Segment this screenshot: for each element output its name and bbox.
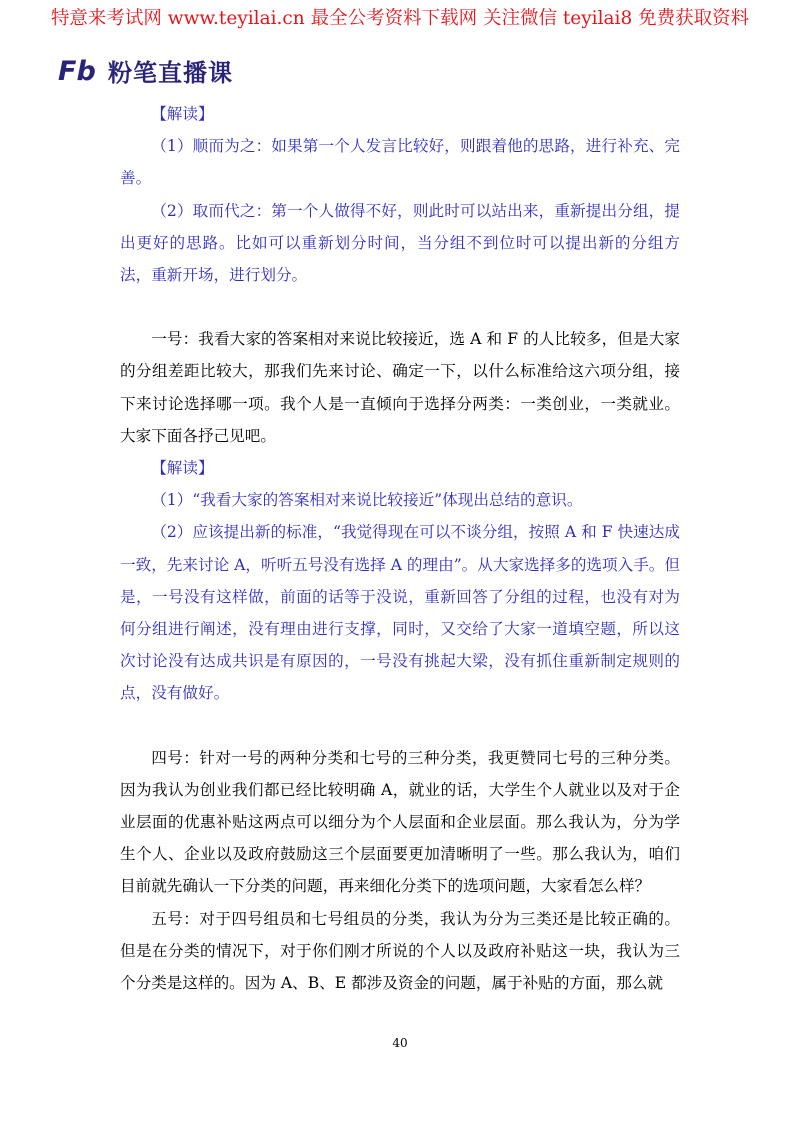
brand-header: [58, 54, 233, 86]
interpretation-paragraph: （2）取而代之：第一个人做得不好，则此时可以站出来，重新提出分组，提出更好的思路。比如可以重新划分时间，当分组不到位时可以提出新的分组方法，重新开场，进行划分。: [120, 201, 680, 285]
interpretation-label: 【解读】: [151, 459, 214, 478]
interpretation-paragraph: （1）“我看大家的答案相对来说比较接近”体现出总结的意识。: [151, 491, 583, 510]
interpretation-label: 【解读】: [151, 105, 214, 123]
document-body: [120, 98, 680, 999]
brand-logo-text: Fb: [58, 56, 96, 84]
speech-paragraph-1: 一号：我看大家的答案相对来说比较接近，选 A 和 F 的人比较多，但是大家的分组差距比较大，那我们先来讨论、确定一下，以什么标准给这六项分组，接下来讨论选择哪一项。我个人是一直倾向于选择分两类：一类创业，一类就业。大家下面各抒己见吧。: [120, 330, 680, 445]
paragraph-gap: [120, 291, 680, 323]
brand-name: 粉笔直播课: [108, 58, 233, 87]
interpretation-paragraph: （2）应该提出新的标准，“我觉得现在可以不谈分组，按照 A 和 F 快速达成一致，先来讨论 A，听听五号没有选择 A 的理由”。从大家选择多的选项入手。但是，一号没有这样做，前面的话等于没说，重新回答了分组的过程，也没有对为何分组进行阐述，没有理由进行支撑，同时，又交给了大家一道填空题，所以这次讨论没有达成共识是有原因的，一号没有挑起大梁，没有抓住重新制定规则的点，没有做好。: [120, 523, 680, 703]
paragraph-gap: [120, 710, 680, 742]
interpretation-paragraph: （1）顺而为之：如果第一个人发言比较好，则跟着他的思路，进行补充、完善。: [120, 137, 680, 188]
watermark-banner: 特意来考试网 www.teyilai.cn 最全公考资料下载网 关注微信 teyilai8 免费获取资料: [50, 8, 750, 29]
page-number: 40: [392, 1036, 408, 1050]
speech-paragraph-4: 四号：针对一号的两种分类和七号的三种分类，我更赞同七号的三种分类。因为我认为创业我们都已经比较明确 A，就业的话，大学生个人就业以及对于企业层面的优惠补贴这两点可以细分为个人层面和企业层面。那么我认为，分为学生个人、企业以及政府鼓励这三个层面要更加清晰明了一些。那么我认为，咱们目前就先确认一下分类的问题，再来细化分类下的选项问题，大家看怎么样？: [120, 748, 680, 896]
fenbi-logo-icon: [58, 56, 100, 84]
speech-paragraph-5: 五号：对于四号组员和七号组员的分类，我认为分为三类还是比较正确的。但是在分类的情况下，对于你们刚才所说的个人以及政府补贴这一块，我认为三个分类是这样的。因为 A、B、E 都涉及资金的问题，属于补贴的方面，那么就: [120, 909, 680, 993]
